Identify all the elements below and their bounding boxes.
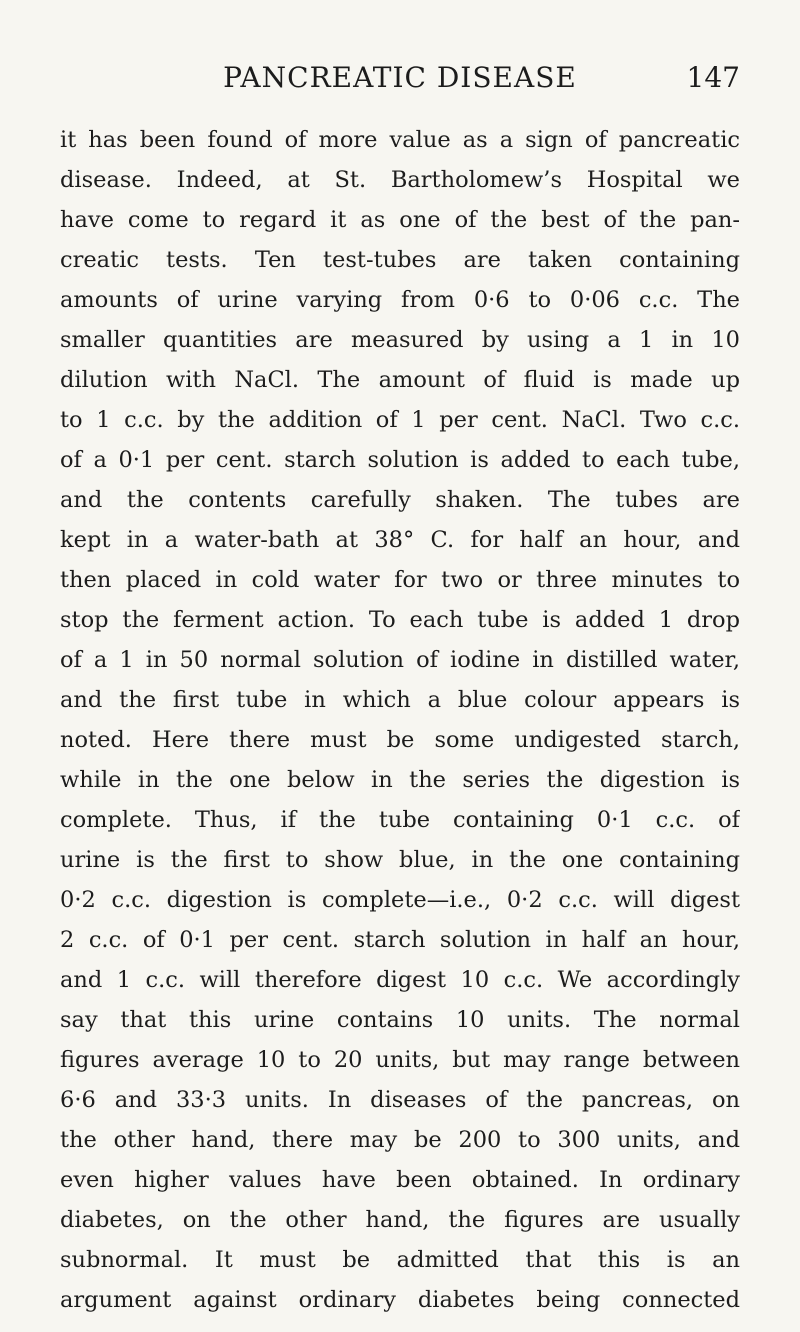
text-line: have come to regard it as one of the best of the pan- (60, 207, 740, 233)
text-line: to 1 c.c. by the addition of 1 per cent. NaCl. Two c.c. (60, 407, 740, 433)
text-line: kept in a water-bath at 38° C. for half an hour, and (60, 527, 740, 553)
text-line: 0·2 c.c. digestion is complete—i.e., 0·2 c.c. will digest (60, 887, 740, 913)
text-line: the other hand, there may be 200 to 300 units, and (60, 1127, 740, 1153)
text-line: while in the one below in the series the digestion is (60, 767, 740, 793)
text-line: and the first tube in which a blue colour appears is (60, 687, 740, 713)
text-line: stop the ferment action. To each tube is added 1 drop (60, 607, 740, 633)
text-line: argument against ordinary diabetes being connected (60, 1287, 740, 1313)
text-line: creatic tests. Ten test-tubes are taken containing (60, 247, 740, 273)
page-number: 147 (686, 61, 740, 94)
text-line: 2 c.c. of 0·1 per cent. starch solution in half an hour, (60, 927, 740, 953)
text-line: of a 0·1 per cent. starch solution is added to each tube, (60, 447, 740, 473)
text-line: even higher values have been obtained. In ordinary (60, 1167, 740, 1193)
text-line: complete. Thus, if the tube containing 0·1 c.c. of (60, 807, 740, 833)
text-line: diabetes, on the other hand, the figures are usually (60, 1207, 740, 1233)
text-line: 6·6 and 33·3 units. In diseases of the pancreas, on (60, 1087, 740, 1113)
text-line: figures average 10 to 20 units, but may range between (60, 1047, 740, 1073)
running-head (60, 58, 740, 98)
text-line: then placed in cold water for two or three minutes to (60, 567, 740, 593)
chapter-title: PANCREATIC DISEASE (223, 61, 577, 94)
body-text (60, 120, 740, 1320)
text-line: urine is the first to show blue, in the one containing (60, 847, 740, 873)
text-line: amounts of urine varying from 0·6 to 0·06 c.c. The (60, 287, 740, 313)
text-line: subnormal. It must be admitted that this is an (60, 1247, 740, 1273)
text-line: noted. Here there must be some undigested starch, (60, 727, 740, 753)
text-line: it has been found of more value as a sign of pancreatic (60, 127, 740, 153)
text-line: say that this urine contains 10 units. The normal (60, 1007, 740, 1033)
text-line: of a 1 in 50 normal solution of iodine in distilled water, (60, 647, 740, 673)
text-line: and 1 c.c. will therefore digest 10 c.c. We accordingly (60, 967, 740, 993)
text-line: and the contents carefully shaken. The tubes are (60, 487, 740, 513)
text-line: smaller quantities are measured by using a 1 in 10 (60, 327, 740, 353)
text-line: dilution with NaCl. The amount of fluid is made up (60, 367, 740, 393)
text-line: disease. Indeed, at St. Bartholomew’s Hospital we (60, 167, 740, 193)
